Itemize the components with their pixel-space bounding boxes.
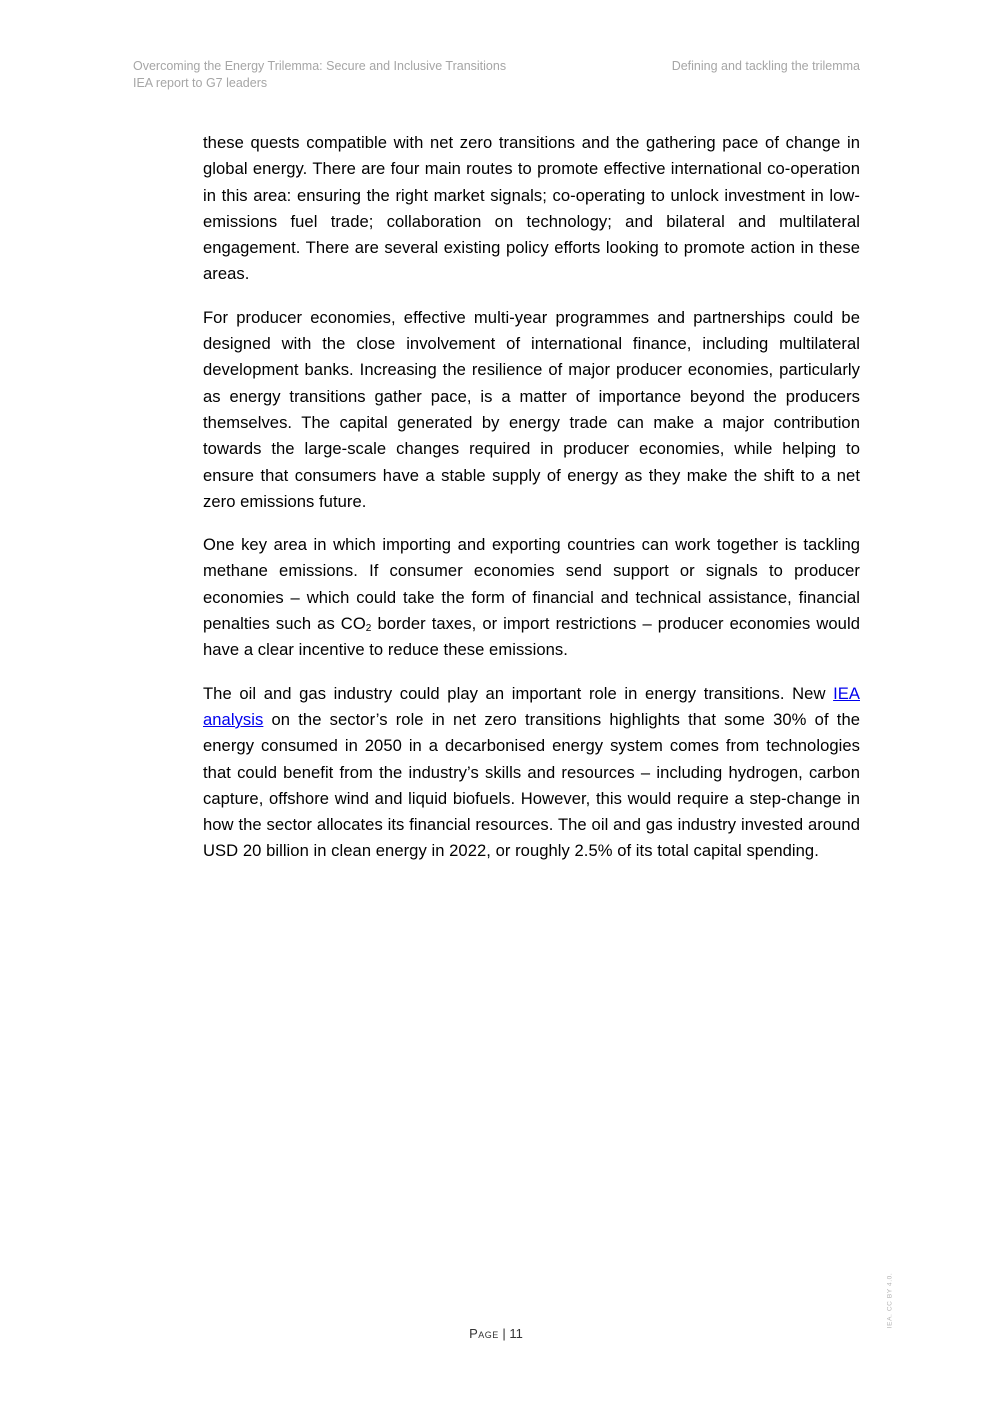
paragraph-4-text-a: The oil and gas industry could play an important role in energy transitions. New	[203, 683, 834, 703]
header-title-line: Overcoming the Energy Trilemma: Secure and Inclusive Transitions	[133, 59, 507, 73]
page-separator: |	[498, 1326, 510, 1341]
license-note	[885, 1272, 895, 1332]
co2-subscript: 2	[365, 623, 372, 635]
iea-analysis-link[interactable]: IEA analysis	[203, 683, 860, 729]
body-text	[203, 130, 860, 882]
paragraph-4-text-b: on the sector’s role in net zero transitions highlights that some 30% of the energy consumed in 2050 in a decarbonised energy system comes from technologies that could benefit from the industry’s skills and resources – including hydrogen, carbon capture, offshore wind and liquid biofuels. However, this would require a step-change in how the sector allocates its financial resources. The oil and gas industry invested around USD 20 billion in clean energy in 2022, or roughly 2.5% of its total capital spending.	[203, 709, 860, 861]
header-section-title: Defining and tackling the trilemma	[671, 59, 860, 73]
license-text: IEA. CC BY 4.0.	[886, 1272, 894, 1329]
paragraph-2: For producer economies, effective multi-year programmes and partnerships could be designed with the close involvement of international finance, including multilateral development banks. Increasing the resilience of major producer economies, particularly as energy transitions gather pace, is a matter of importance beyond the producers themselves. The capital generated by energy trade can make a major contribution towards the large-scale changes required in producer economies, while helping to ensure that consumers have a stable supply of energy as they make the shift to a net zero emissions future.	[203, 307, 860, 511]
page-number: 11	[509, 1326, 523, 1341]
paragraph-4	[203, 681, 860, 865]
paragraph-3-text-b: border taxes, or import restrictions – producer economies would have a clear incentive to reduce these emissions.	[203, 614, 860, 660]
page-label: Page	[469, 1326, 499, 1341]
paragraph-3	[203, 532, 860, 663]
paragraph-3-text-a: One key area in which importing and exporting countries can work together is tackling methane emissions. If consumer economies send support or signals to producer economies – which could take the form of financial and technical assistance, financial penalties such as CO	[203, 535, 860, 634]
header-subtitle-line: IEA report to G7 leaders	[133, 76, 268, 90]
page-footer	[0, 1326, 992, 1341]
header-report-title	[133, 58, 506, 92]
paragraph-1: these quests compatible with net zero transitions and the gathering pace of change in global energy. There are four main routes to promote effective international co-operation in this area: ensuring the right market signals; co-operating to unlock investment in low-emissions fuel trade; collaboration on technology; and bilateral and multilateral engagement. There are several existing policy efforts looking to promote action in these areas.	[203, 133, 860, 284]
